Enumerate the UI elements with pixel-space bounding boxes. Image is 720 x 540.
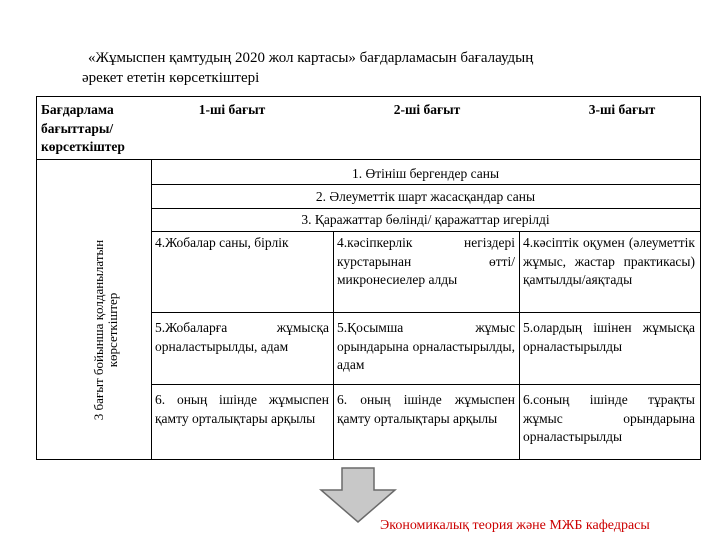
header-direction-3: 3-ші бағыт bbox=[588, 102, 656, 117]
row6-direction-1: 6. оның ішінде жұмыспен қамту орталықтары арқылы bbox=[155, 392, 329, 426]
document-title bbox=[82, 48, 682, 88]
side-label: 3 бағыт бойынша қолданылатын көрсеткіштер bbox=[91, 239, 120, 421]
department-footer: Экономикалық теория және МЖБ кафедрасы bbox=[380, 518, 650, 533]
header-direction-2: 2-ші бағыт bbox=[393, 102, 461, 117]
column-rule-1 bbox=[333, 231, 334, 459]
title-line-2: әрекет ететін көрсеткіштері bbox=[82, 70, 260, 86]
header-direction-1: 1-ші бағыт bbox=[198, 102, 266, 117]
row5-direction-2: 5.Қосымша жұмыс орындарына орналастырылды, адам bbox=[337, 320, 515, 372]
header-rule bbox=[37, 159, 700, 160]
row-rule-2 bbox=[151, 208, 700, 209]
row4-direction-3: 4.кәсіптік оқумен (әлеуметтік жұмыс, жастар практикасы) қамтылды/аяқтады bbox=[523, 235, 695, 287]
common-row-1: 1. Өтініш бергендер саны bbox=[351, 166, 500, 181]
row6-direction-3: 6.соның ішінде тұрақты жұмыс орындарына орналастырылды bbox=[523, 392, 695, 444]
row-rule-1 bbox=[151, 184, 700, 185]
common-row-2: 2. Әлеуметтік шарт жасасқандар саны bbox=[315, 189, 536, 204]
indicators-table bbox=[36, 96, 701, 460]
title-line-1: «Жұмыспен қамтудың 2020 жол картасы» бағдарламасын бағалаудың bbox=[88, 50, 534, 66]
down-arrow-icon bbox=[318, 466, 398, 524]
common-row-3: 3. Қаражаттар бөлінді/ қаражаттар игерілді bbox=[301, 212, 550, 227]
row5-direction-1: 5.Жобаларға жұмысқа орналастырылды, адам bbox=[155, 320, 329, 354]
header-directions: Бағдарлама бағыттары/ көрсеткіштер bbox=[41, 102, 125, 154]
row-rule-4 bbox=[151, 312, 700, 313]
row-rule-3 bbox=[151, 231, 700, 232]
down-arrow-shape bbox=[321, 468, 395, 522]
row4-direction-1: 4.Жобалар саны, бірлік bbox=[155, 235, 289, 250]
row5-direction-3: 5.олардың ішінен жұмысқа орналастырылды bbox=[523, 320, 695, 354]
row6-direction-2: 6. оның ішінде жұмыспен қамту орталықтары арқылы bbox=[337, 392, 515, 426]
row4-direction-2: 4.кәсіпкерлік негіздері курстарынан өтті/микронесиелер алды bbox=[337, 235, 515, 287]
row-rule-5 bbox=[151, 384, 700, 385]
column-rule-2 bbox=[519, 231, 520, 459]
